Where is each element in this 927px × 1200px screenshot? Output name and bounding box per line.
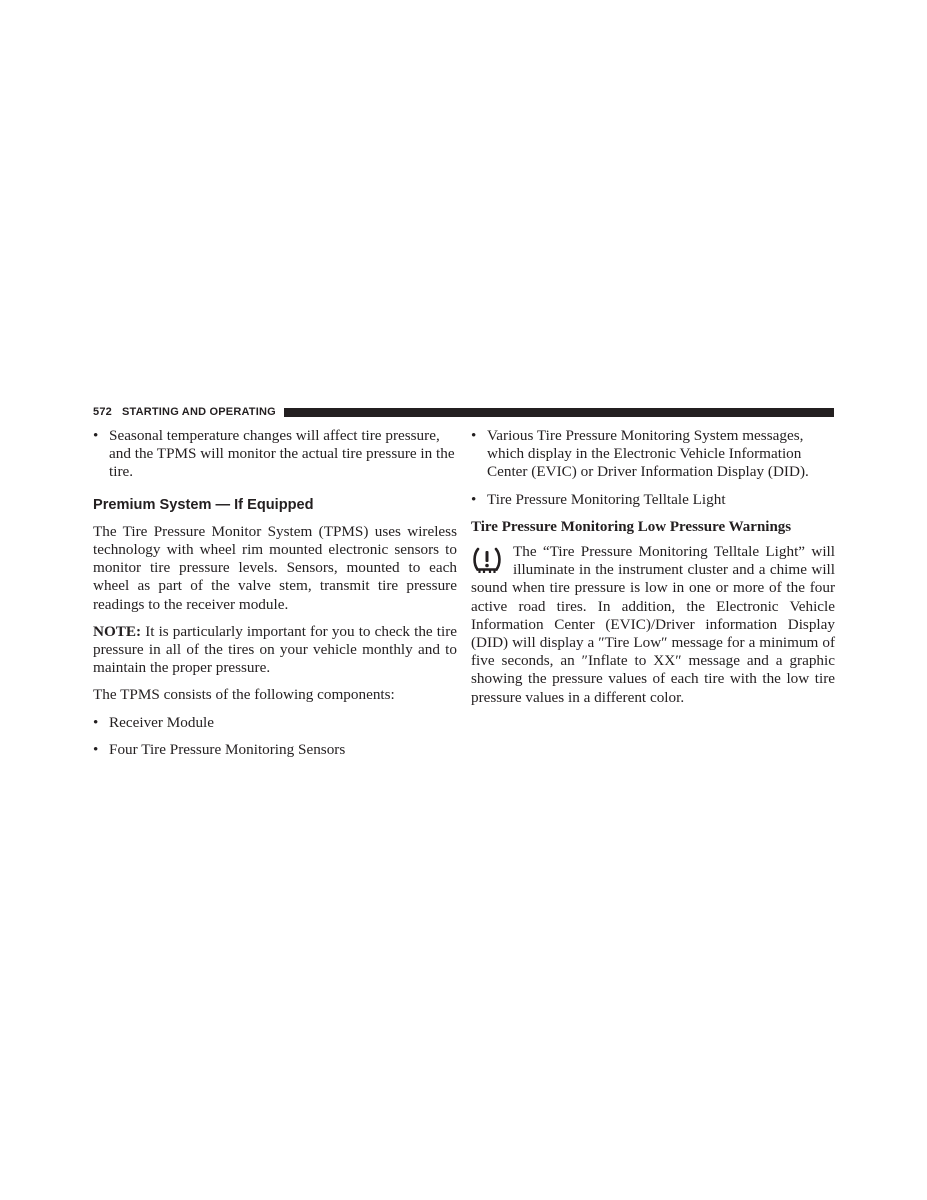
left-column <box>93 427 457 768</box>
paragraph-tpms-description: The Tire Pressure Monitor System (TPMS) uses wireless technology with wheel rim mounted electronic sensors to monitor tire pressure levels. Sensors, mounted to each wheel as part of the valve stem, transmit tire pressure readings to the receiver module. <box>93 522 457 613</box>
note-paragraph <box>93 623 457 678</box>
heading-low-pressure-warnings: Tire Pressure Monitoring Low Pressure Warnings <box>471 518 792 535</box>
bullet-dot: • <box>93 740 99 758</box>
bullet-seasonal-temperature <box>93 427 457 482</box>
bullet-telltale-light <box>471 491 835 509</box>
section-title: STARTING AND OPERATING <box>121 406 276 418</box>
bullet-dot: • <box>93 713 99 731</box>
warning-text: The “Tire Pressure Monitoring Telltale Light” will illuminate in the instrument cluster and a chime will sound when tire pressure is low in one or more of the four active road tires. In addition, the Electronic Vehicle Information Center (EVIC)/Driver information Display (DID) will display a ″Tire Low″ message for a minimum of five seconds, an ″Inflate to XX″ message and a graphic showing the pressure values of each tire with the low tire pressure values in a different color. <box>471 543 835 706</box>
bullet-system-messages <box>471 427 835 482</box>
bullet-text: Receiver Module <box>109 713 215 731</box>
tire-pressure-warning-icon <box>471 545 503 577</box>
bullet-pressure-sensors <box>93 741 457 759</box>
bullet-dot: • <box>471 490 477 508</box>
bullet-text: Tire Pressure Monitoring Telltale Light <box>487 490 726 508</box>
bullet-dot: • <box>471 427 477 444</box>
page-number: 572 <box>93 406 112 418</box>
bullet-receiver-module <box>93 714 457 732</box>
paragraph-components-intro: The TPMS consists of the following components: <box>93 686 395 704</box>
page-header <box>93 405 834 419</box>
right-column <box>471 427 835 707</box>
bullet-text: Seasonal temperature changes will affect tire pressure, and the TPMS will monitor the actual tire pressure in the tire. <box>109 427 455 481</box>
header-rule <box>284 408 834 417</box>
heading-premium-system: Premium System — If Equipped <box>93 496 314 513</box>
bullet-text: Four Tire Pressure Monitoring Sensors <box>109 740 346 758</box>
low-pressure-warning-block <box>471 543 835 707</box>
bullet-dot: • <box>93 427 99 444</box>
note-text: It is particularly important for you to check the tire pressure in all of the tires on your vehicle monthly and to maintain the proper pressure. <box>93 622 457 677</box>
bullet-text: Various Tire Pressure Monitoring System messages, which display in the Electronic Vehicle Information Center (EVIC) or Driver Information Display (DID). <box>487 427 809 481</box>
note-label: NOTE: <box>93 622 142 640</box>
